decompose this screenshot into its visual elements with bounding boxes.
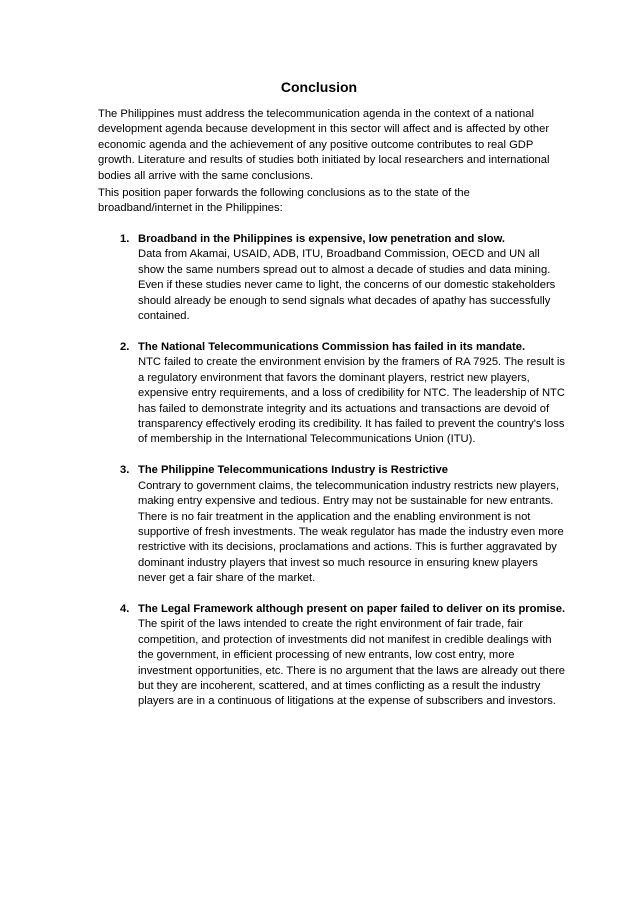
- conclusion-item-4: [98, 602, 566, 710]
- conclusion-text: The spirit of the laws intended to create the right environment of fair trade, fair competition, and protection of investments did not manifest in credible dealings with the government, in efficient processing of new entrants, low cost entry, more investment opportunities, etc. There is no argument that the laws are already out there but they are incoherent, scattered, and at times conflicting as a result the industry players are in a continuous of litigations at the expense of subscribers and investors.: [138, 618, 566, 708]
- conclusion-text: Data from Akamai, USAID, ADB, ITU, Broadband Commission, OECD and UN all show the same numbers spread out to almost a decade of studies and data mining. Even if these studies never came to light, the concerns of our domestic stakeholders should already be enough to send signals what decades of apathy has successfully contained.: [138, 248, 556, 323]
- conclusion-item-3: [98, 463, 566, 586]
- conclusion-number: 4.: [120, 603, 130, 616]
- conclusion-item-2: [98, 340, 566, 448]
- page-title: Conclusion: [280, 79, 358, 95]
- intro-paragraph: The Philippines must address the telecommunication agenda in the context of a national development agenda because development in this sector will affect and is affected by other economic agenda and the achievement of any positive outcome contributes to real GDP growth. Literature and results of studies both initiated by local researchers and international bodies all arrive with the same conclusions.: [98, 108, 550, 182]
- conclusion-number: 1.: [120, 233, 130, 245]
- lead-in-paragraph: This position paper forwards the following conclusions as to the state of the broadband/internet in the Philippines:: [98, 187, 470, 215]
- conclusions-list: [98, 232, 566, 725]
- conclusion-number: 2.: [120, 340, 130, 353]
- conclusion-text: NTC failed to create the environment envision by the framers of RA 7925. The result is a regulatory environment that favors the dominant players, restrict new players, expensive entry requirements, and a loss of credibility for NTC. The leadership of NTC has failed to demonstrate integrity and its actuations and transactions are devoid of transparency effectively eroding its credibility. It has failed to prevent the country's loss of membership in the International Telecommunications Union (ITU).: [138, 356, 565, 446]
- conclusion-item-1: [98, 232, 566, 324]
- conclusion-heading: The Philippine Telecommunications Industry is Restrictive: [138, 464, 449, 477]
- conclusion-number: 3.: [120, 464, 130, 477]
- conclusion-heading: The National Telecommunications Commission has failed in its mandate.: [138, 340, 526, 353]
- conclusion-heading: Broadband in the Philippines is expensive, low penetration and slow.: [138, 233, 505, 245]
- conclusion-heading: The Legal Framework although present on paper failed to deliver on its promise.: [138, 603, 566, 616]
- conclusion-text: Contrary to government claims, the telecommunication industry restricts new players, making entry expensive and tedious. Entry may not be sustainable for new entrants. There is no fair treatment in the application and the enabling environment is not supportive of fresh investments. The weak regulator has made the industry even more restrictive with its decisions, proclamations and actions. This is further aggravated by dominant industry players that invest so much resource in ensuring knew players never get a fair share of the market.: [138, 479, 564, 585]
